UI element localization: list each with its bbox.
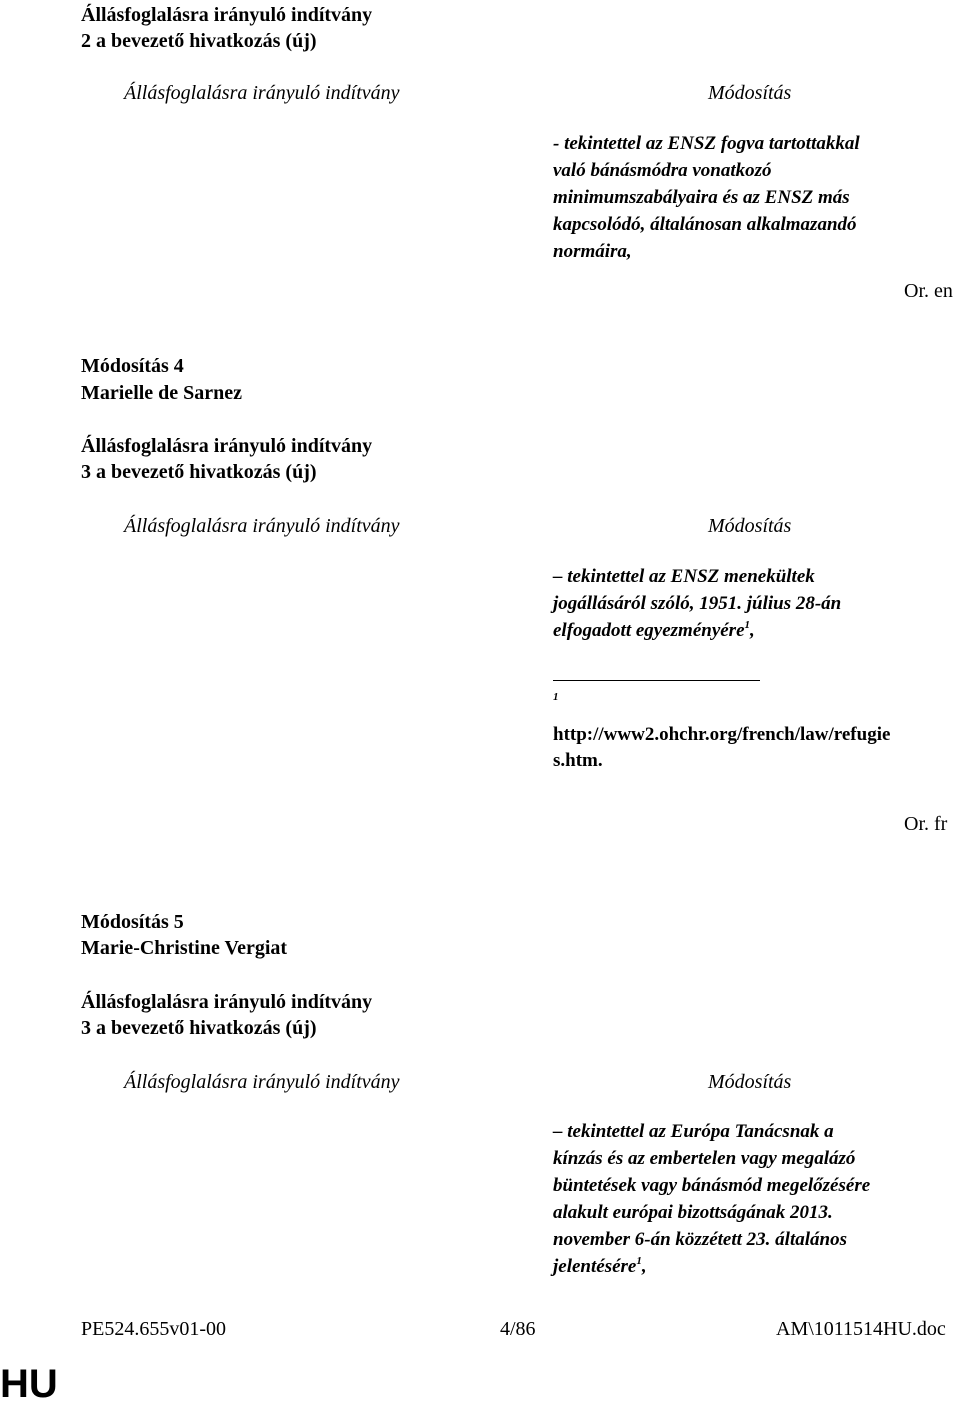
footnote-reference: 1 [636, 1254, 642, 1267]
amendment-line: kapcsolódó, általánosan alkalmazandó [553, 214, 857, 235]
amendment-line: - tekintettel az ENSZ fogva tartottakkal [553, 133, 860, 154]
amendment-text [553, 563, 841, 644]
footer-page-number: 4/86 [500, 1318, 536, 1340]
footer-file-name: AM\1011514HU.doc [776, 1318, 946, 1340]
amendment-author: Marie-Christine Vergiat [81, 937, 288, 959]
heading-citation: 3 a bevezető hivatkozás (új) [81, 461, 317, 483]
footnote-separator [553, 680, 760, 681]
footnote-number: 1 [553, 691, 559, 703]
amendment-line: kínzás és az embertelen vagy megalázó [553, 1148, 856, 1169]
heading-title: Állásfoglalásra irányuló indítvány [81, 435, 373, 457]
footnote-line: s.htm. [553, 750, 603, 771]
footer-language: HU [0, 1362, 58, 1406]
amendment-line: normáira, [553, 241, 632, 262]
heading-citation: 2 a bevezető hivatkozás (új) [81, 30, 317, 52]
amendment-title: Módosítás 5 [81, 911, 184, 933]
amendment-author: Marielle de Sarnez [81, 382, 243, 404]
column-header-left: Állásfoglalásra irányuló indítvány [124, 515, 400, 537]
amendment-line [553, 1253, 870, 1280]
column-header-right: Módosítás [708, 515, 792, 537]
footer-doc-ref: PE524.655v01-00 [81, 1318, 226, 1340]
column-header-left: Állásfoglalásra irányuló indítvány [124, 82, 400, 104]
column-header-right: Módosítás [708, 1071, 792, 1093]
amendment-title: Módosítás 4 [81, 355, 184, 377]
amendment-line: való bánásmódra vonatkozó [553, 160, 772, 181]
amendment-line-text: elfogadott egyezményére [553, 620, 745, 641]
trailing-comma: , [641, 1256, 647, 1277]
footnote-text [553, 722, 890, 774]
footnote-reference: 1 [744, 618, 751, 631]
heading-title: Állásfoglalásra irányuló indítvány [81, 991, 373, 1013]
amendment-line: – tekintettel az ENSZ menekültek [553, 566, 815, 587]
amendment-line: november 6-án közzétett 23. általános [553, 1229, 847, 1250]
column-header-left: Állásfoglalásra irányuló indítvány [124, 1071, 400, 1093]
column-header-right: Módosítás [708, 82, 792, 104]
amendment-text [553, 130, 860, 265]
footnote-line: http://www2.ohchr.org/french/law/refugie [553, 724, 891, 745]
amendment-line: jogállásáról szóló, 1951. július 28-án [553, 593, 842, 614]
heading-title: Állásfoglalásra irányuló indítvány [81, 4, 373, 26]
heading-citation: 3 a bevezető hivatkozás (új) [81, 1017, 317, 1039]
amendment-line: büntetések vagy bánásmód megelőzésére [553, 1175, 871, 1196]
amendment-text [553, 1118, 870, 1280]
trailing-comma: , [750, 620, 755, 641]
amendment-line: minimumszabályaira és az ENSZ más [553, 187, 850, 208]
original-language: Or. en [904, 280, 953, 302]
amendment-line: – tekintettel az Európa Tanácsnak a [553, 1121, 834, 1142]
amendment-line-text: jelentésére [553, 1256, 637, 1277]
amendment-line: alakult európai bizottságának 2013. [553, 1202, 833, 1223]
original-language: Or. fr [904, 813, 948, 835]
amendment-line [553, 617, 841, 644]
